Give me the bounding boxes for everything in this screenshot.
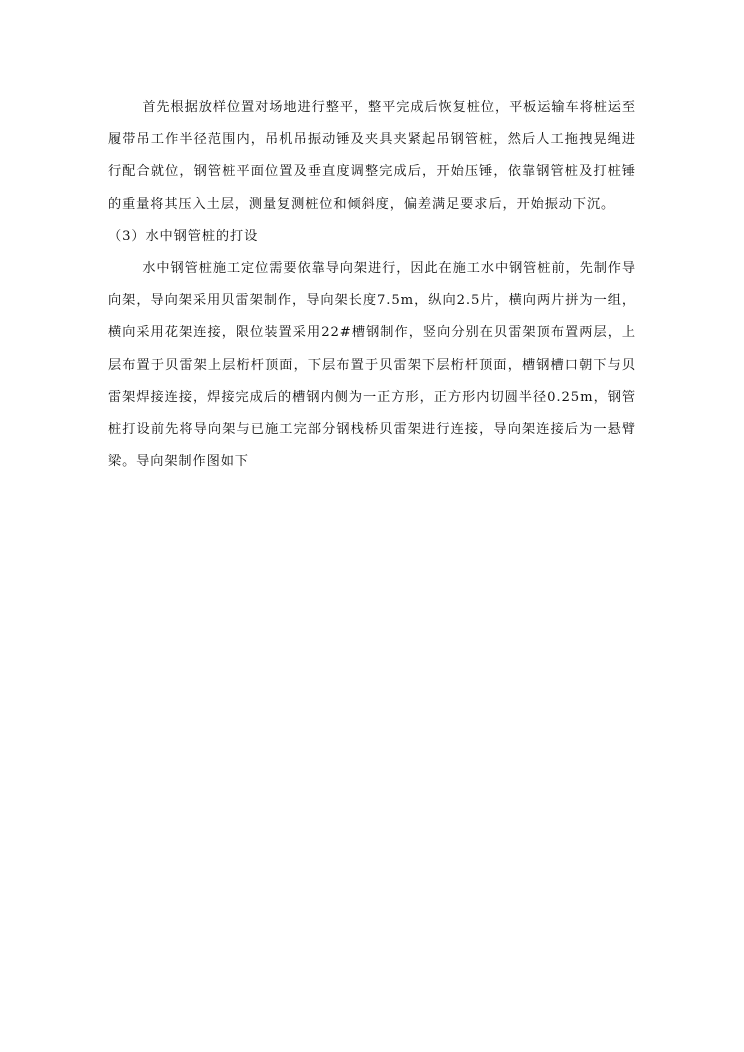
paragraph-pile-positioning: 首先根据放样位置对场地进行整平，整平完成后恢复桩位，平板运输车将桩运至履带吊工作半径范围内，吊机吊振动锤及夹具夹紧起吊钢管桩，然后人工拖拽晃绳进行配合就位，钢管桩平面位置及垂直度调整完成后，开始压锤，依靠钢管桩及打桩锤的重量将其压入土层，测量复测桩位和倾斜度，偏差满足要求后，开始振动下沉。 [108,100,636,212]
paragraph-guide-frame: 水中钢管桩施工定位需要依靠导向架进行，因此在施工水中钢管桩前，先制作导向架，导向架采用贝雷架制作，导向架长度7.5m，纵向2.5片，横向两片拼为一组，横向采用花架连接，限位装置采用22#槽钢制作，竖向分别在贝雷架顶布置两层，上层布置于贝雷架上层桁杆顶面，下层布置于贝雷架下层桁杆顶面，槽钢槽口朝下与贝雷架焊接连接，焊接完成后的槽钢内侧为一正方形，正方形内切圆半径0.25m，钢管桩打设前先将导向架与已施工完部分钢栈桥贝雷架进行连接，导向架连接后为一悬臂梁。导向架制作图如下 [108,261,636,470]
section-heading-underwater-piles: （3）水中钢管桩的打设 [108,228,259,244]
document-body [108,92,636,478]
